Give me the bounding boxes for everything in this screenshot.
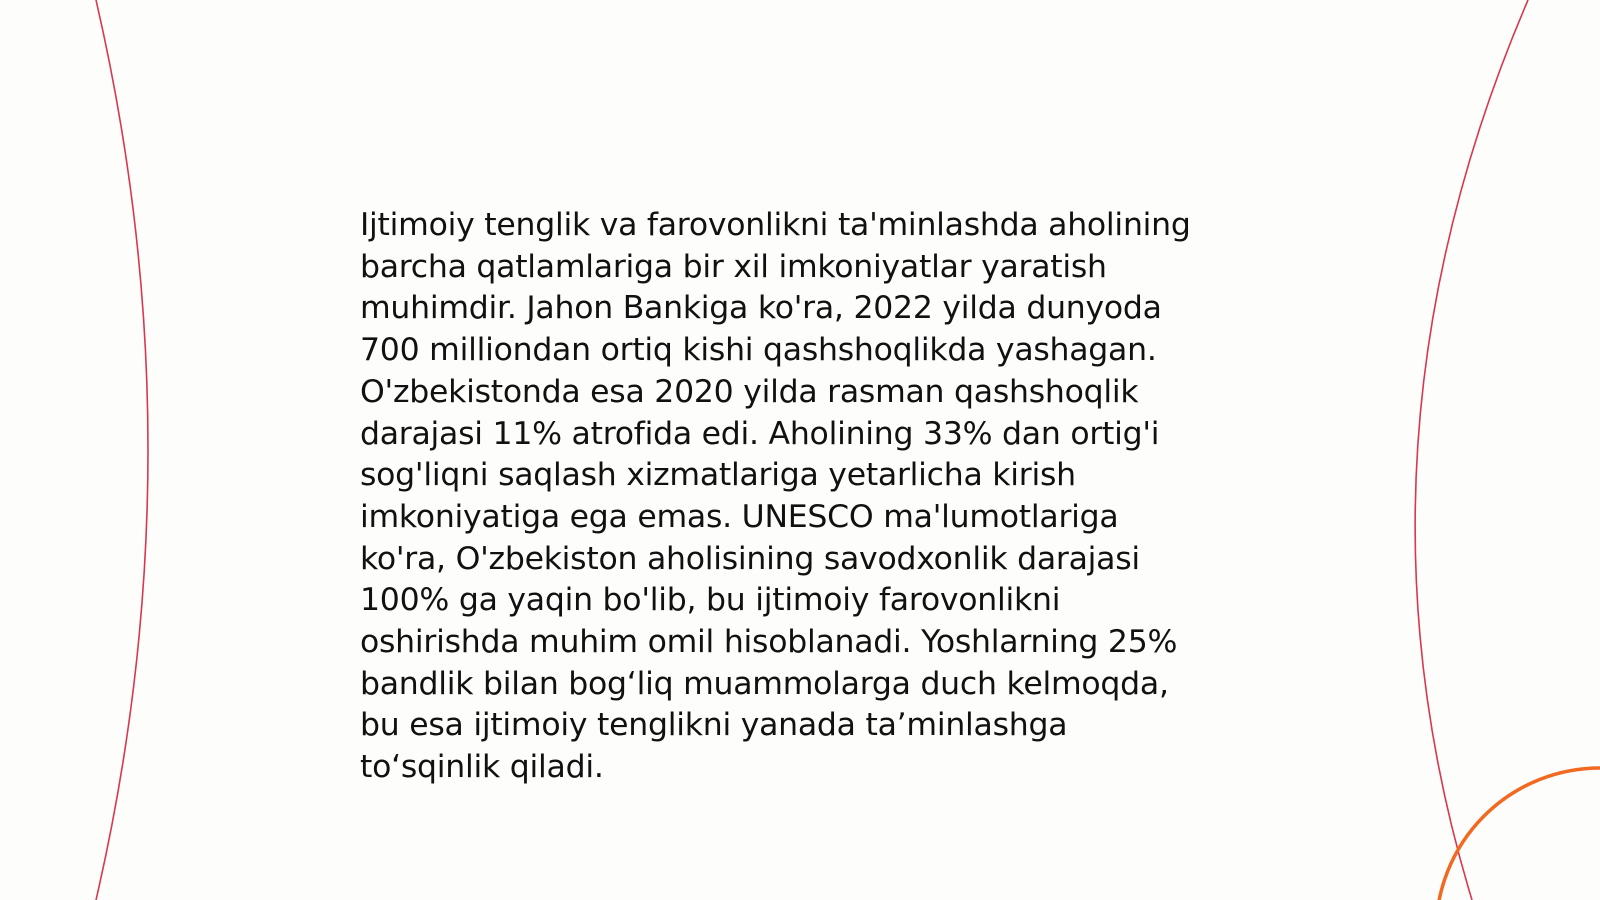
orange-accent-arc	[1436, 768, 1600, 900]
slide-body-text: Ijtimoiy tenglik va farovonlikni ta'minlashda aholining barcha qatlamlariga bir xil imkoniyatlar yaratish muhimdir. Jahon Bankiga ko'ra, 2022 yilda dunyoda 700 milliondan ortiq kishi qashshoqlikda yashagan. O'zbekistonda esa 2020 yilda rasman qashshoqlik darajasi 11% atrofida edi. Aholining 33% dan ortig'i sog'liqni saqlash xizmatlariga yetarlicha kirish imkoniyatiga ega emas. UNESCO ma'lumotlariga ko'ra, O'zbekiston aholisining savodxonlik darajasi 100% ga yaqin bo'lib, bu ijtimoiy farovonlikni oshirishda muhim omil hisoblanadi. Yoshlarning 25% bandlik bilan bog‘liq muammolarga duch kelmoqda, bu esa ijtimoiy tenglikni yanada ta’minlashga to‘sqinlik qiladi.	[360, 207, 1191, 786]
right-curve-line	[1415, 0, 1528, 900]
left-curve-line	[96, 0, 148, 900]
